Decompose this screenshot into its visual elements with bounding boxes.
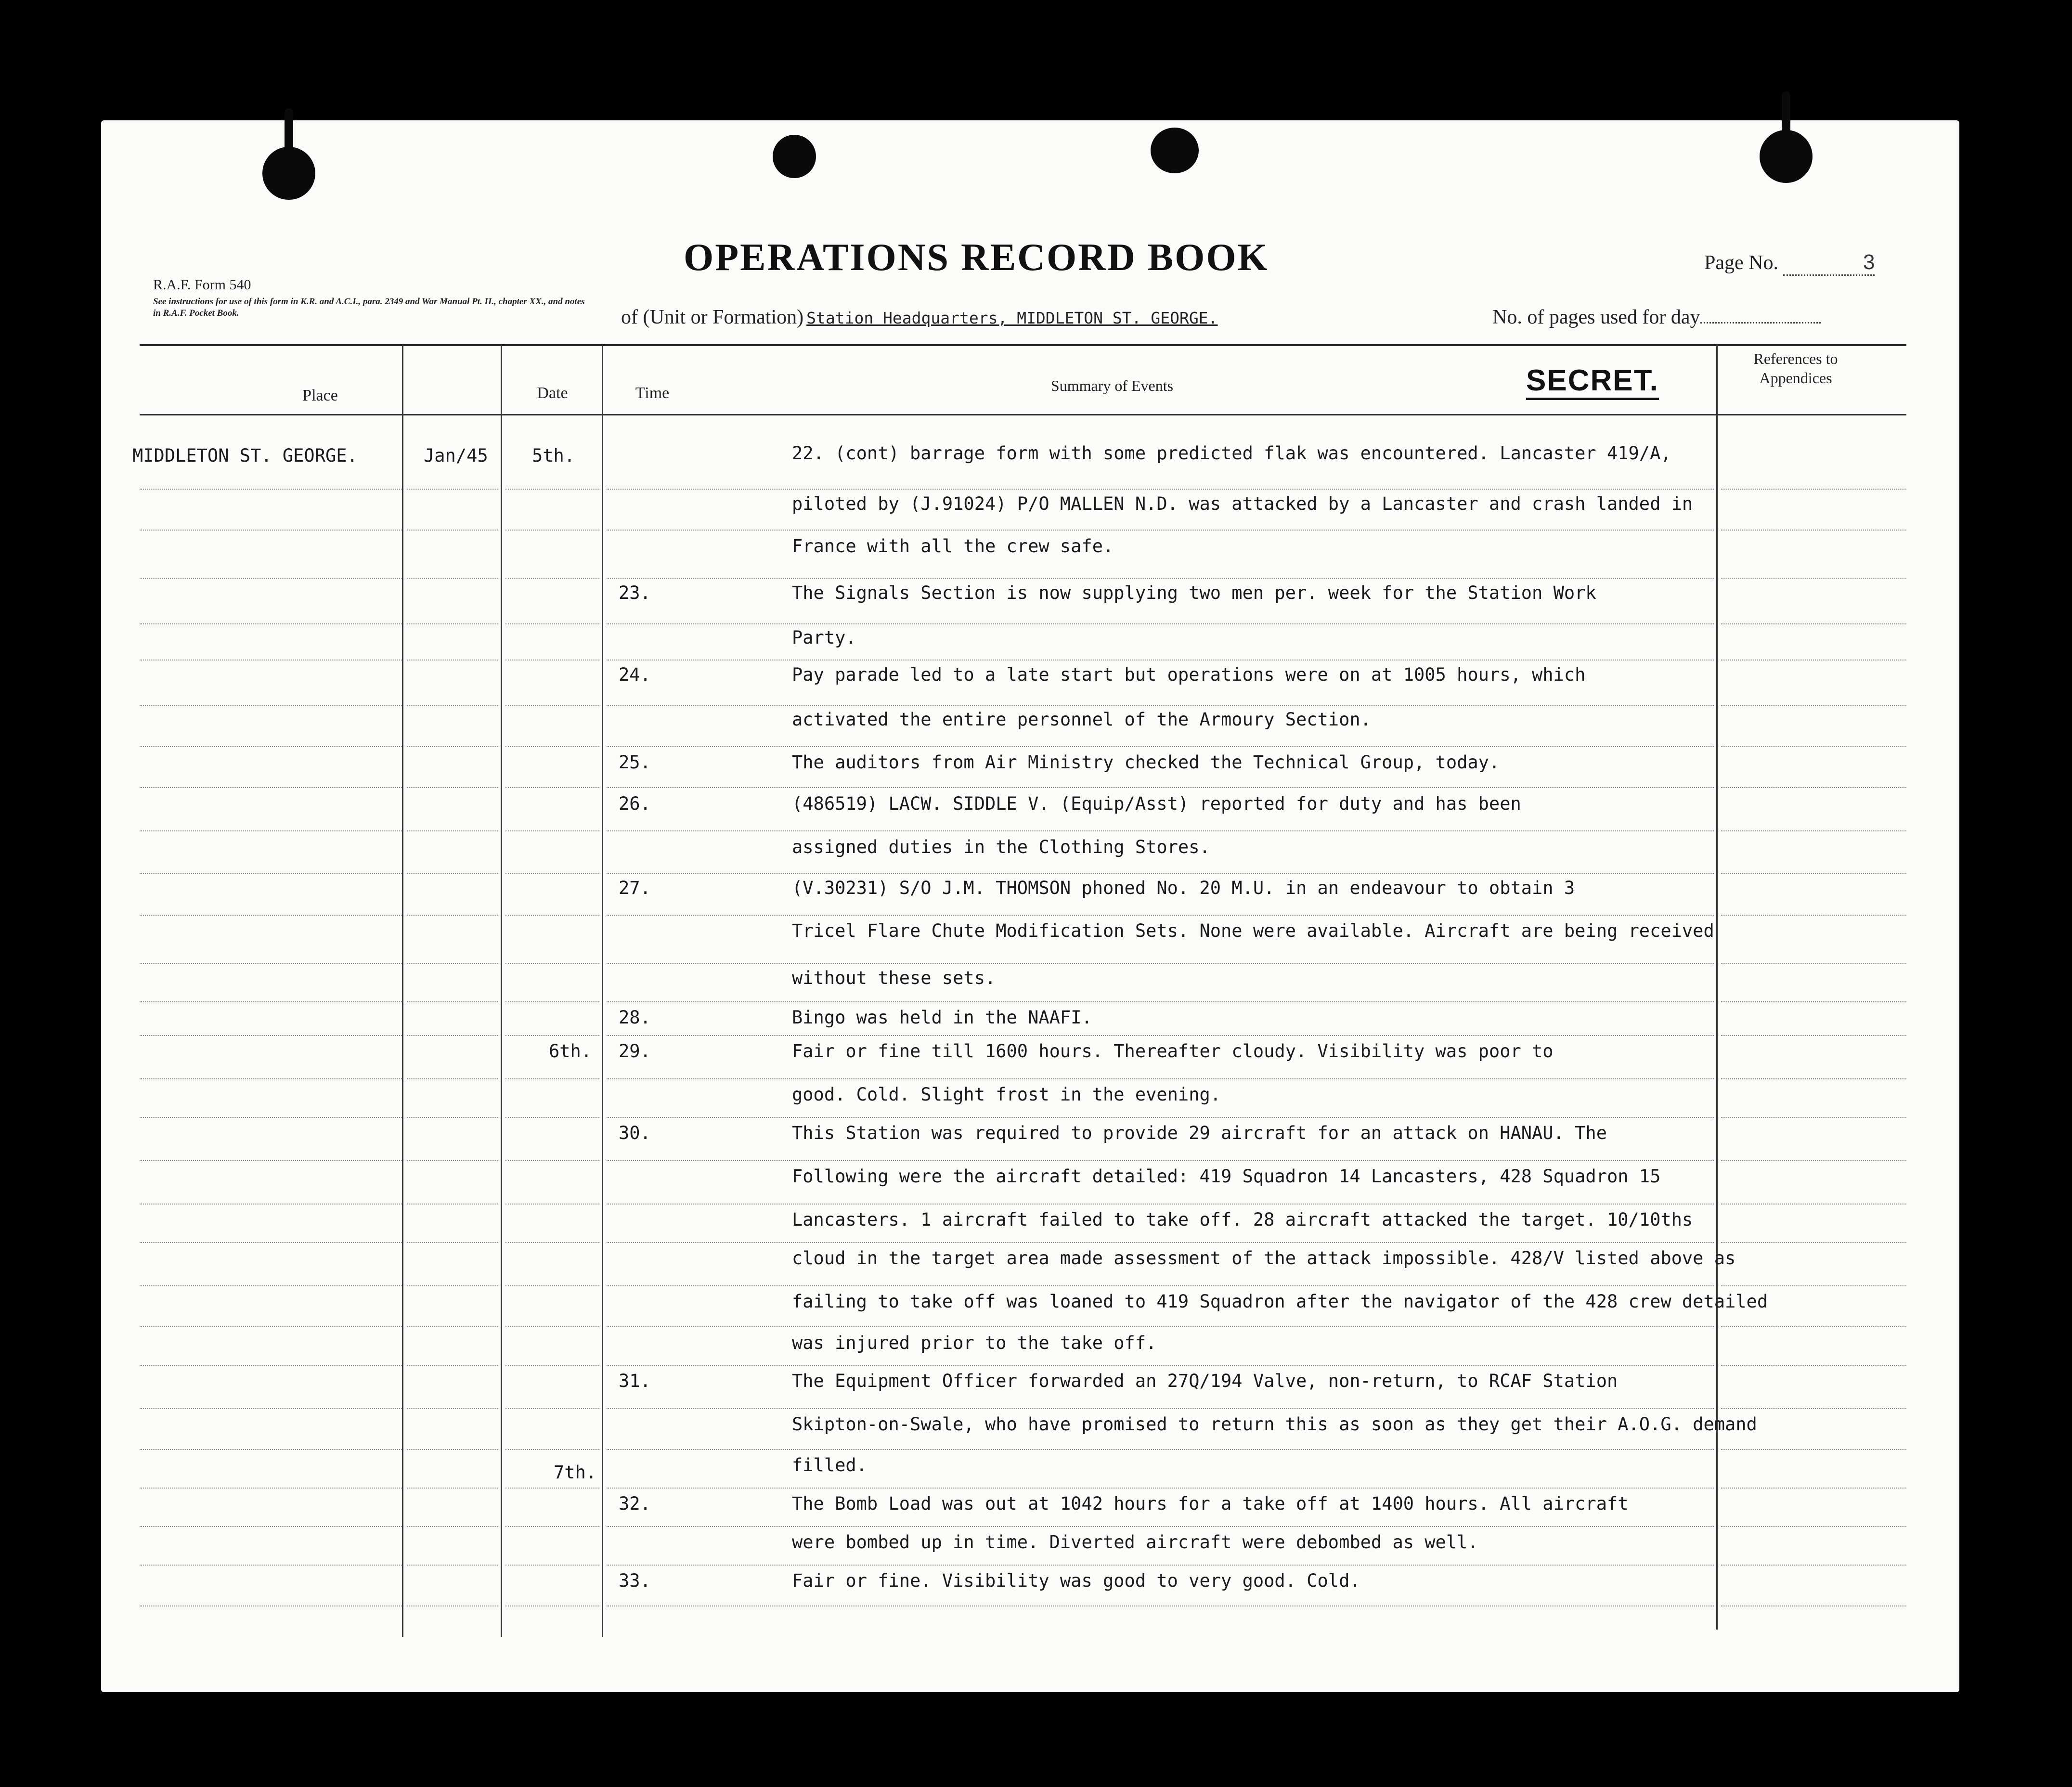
ruled-line [1721, 746, 1906, 747]
ruled-line [607, 1365, 1714, 1366]
entry-text: failing to take off was loaned to 419 Squadron after the navigator of the 428 crew detailed [792, 1291, 1768, 1312]
entry-line [619, 1455, 867, 1476]
entry-number: 27. [619, 878, 651, 898]
column-divider-time-summary [602, 344, 603, 1637]
entry-line [619, 1007, 1092, 1028]
entry-line [619, 1414, 1757, 1435]
ruled-line [607, 1488, 1714, 1489]
ruled-line [607, 915, 1714, 916]
ruled-line [505, 746, 599, 747]
entry-line [619, 878, 1575, 898]
ruled-line [607, 1285, 1714, 1286]
ruled-line [1721, 963, 1906, 964]
ruled-line [407, 1117, 498, 1118]
entry-text: was injured prior to the take off. [792, 1333, 1157, 1353]
ruled-line [505, 1035, 599, 1036]
ruled-line [505, 530, 599, 531]
entry-line [619, 1248, 1735, 1269]
ruled-line [1721, 1242, 1906, 1243]
ruled-line [140, 1035, 402, 1036]
ruled-line [140, 530, 402, 531]
entry-line [619, 1084, 1221, 1105]
ruled-line [140, 1001, 402, 1002]
entry-line [619, 1570, 1360, 1591]
entry-text: activated the entire personnel of the Armoury Section. [792, 709, 1371, 730]
entry-line [619, 536, 1114, 557]
punch-hole-middle [1151, 128, 1199, 173]
ruled-line [1721, 1035, 1906, 1036]
entry-text: Fair or fine till 1600 hours. Thereafter cloudy. Visibility was poor to [792, 1041, 1554, 1062]
ruled-line [140, 1242, 402, 1243]
ruled-line [140, 1488, 402, 1489]
entry-text: France with all the crew safe. [792, 536, 1114, 557]
entry-text: Tricel Flare Chute Modification Sets. None were available. Aircraft are being received [792, 920, 1714, 941]
punch-hole-right [1760, 130, 1813, 183]
entry-number: 23. [619, 583, 651, 603]
entry-number: 28. [619, 1007, 651, 1028]
entry-number: 24. [619, 664, 651, 685]
entry-line [619, 968, 996, 988]
ruled-line [505, 489, 599, 490]
entry-text: cloud in the target area made assessment of the attack impossible. 428/V listed above as [792, 1248, 1736, 1269]
entry-text: 22. (cont) barrage form with some predicted flak was encountered. Lancaster 419/A, [792, 443, 1671, 464]
entry-line [619, 627, 856, 648]
ruled-line [1721, 1326, 1906, 1327]
ruled-line [407, 746, 498, 747]
ruled-line [1721, 530, 1906, 531]
entry-line [619, 1532, 1478, 1553]
ruled-line [505, 1078, 599, 1079]
entry-text: (486519) LACW. SIDDLE V. (Equip/Asst) reported for duty and has been [792, 793, 1521, 814]
column-divider-summary-refs [1716, 344, 1718, 1630]
ruled-line [140, 1526, 402, 1527]
ruled-line [505, 1242, 599, 1243]
page-number-field [1704, 250, 1875, 276]
ruled-line [140, 1565, 402, 1566]
ruled-line [505, 1565, 599, 1566]
ruled-line [407, 963, 498, 964]
entry-text: Pay parade led to a late start but operations were on at 1005 hours, which [792, 664, 1586, 685]
ruled-line [607, 1035, 1714, 1036]
entry-line [619, 583, 1596, 603]
entry-text: without these sets. [792, 968, 996, 988]
ruled-line [607, 705, 1714, 706]
form-number: R.A.F. Form 540 [153, 277, 251, 293]
place-cell: MIDDLETON ST. GEORGE. [132, 445, 358, 466]
entry-text: The Equipment Officer forwarded an 27Q/194 Valve, non-return, to RCAF Station [792, 1371, 1618, 1391]
ruled-line [1721, 1078, 1906, 1079]
pages-used-label: No. of pages used for day [1492, 306, 1700, 328]
ruled-line [140, 1365, 402, 1366]
ruled-line [1721, 489, 1906, 490]
ruled-line [1721, 1408, 1906, 1409]
form-instructions: See instructions for use of this form in K.R. and A.C.I., para. 2349 and War Manual Pt. II., chapter XX., and notes in R.A.F. Pocket Book. [153, 297, 585, 318]
entry-number: 31. [619, 1371, 651, 1391]
ruled-line [407, 1565, 498, 1566]
ruled-line [607, 1326, 1714, 1327]
entry-line [619, 1371, 1618, 1391]
ruled-line [407, 1078, 498, 1079]
ruled-line [407, 1035, 498, 1036]
ruled-line [140, 963, 402, 964]
ruled-line [607, 787, 1714, 788]
ruled-line [407, 1449, 498, 1450]
ruled-line [407, 1408, 498, 1409]
entry-number: 25. [619, 752, 651, 773]
ruled-line [1721, 1285, 1906, 1286]
ruled-line [607, 830, 1714, 831]
ruled-line [140, 578, 402, 579]
ruled-line [1721, 873, 1906, 874]
ruled-line [1721, 623, 1906, 624]
entry-text: filled. [792, 1455, 867, 1476]
entry-line [619, 793, 1521, 814]
ruled-line [140, 1326, 402, 1327]
ruled-line [607, 1001, 1714, 1002]
ruled-line [607, 1526, 1714, 1527]
entry-text: piloted by (J.91024) P/O MALLEN N.D. was attacked by a Lancaster and crash landed in [792, 493, 1693, 514]
ruled-line [607, 530, 1714, 531]
ruled-line [140, 1078, 402, 1079]
column-header-time: Time [635, 384, 670, 402]
ruled-line [407, 915, 498, 916]
ruled-line [505, 1160, 599, 1161]
ruled-line [1721, 578, 1906, 579]
entry-line [619, 664, 1585, 685]
ruled-line [607, 1242, 1714, 1243]
entry-line [619, 920, 1714, 941]
date-cell: Jan/45 [424, 445, 488, 466]
ruled-line [607, 623, 1714, 624]
entry-line [619, 1123, 1607, 1143]
ruled-line [407, 705, 498, 706]
entry-text: Party. [792, 627, 856, 648]
ruled-line [607, 1160, 1714, 1161]
entry-text: The Signals Section is now supplying two men per. week for the Station Work [792, 583, 1596, 603]
page-title: OPERATIONS RECORD BOOK [684, 236, 1269, 279]
column-header-summary: Summary of Events [1050, 377, 1174, 394]
column-header-references: References to Appendices [1753, 350, 1838, 387]
entry-number: 32. [619, 1493, 651, 1514]
entry-text: Lancasters. 1 aircraft failed to take off. 28 aircraft attacked the target. 10/10ths [792, 1209, 1693, 1230]
time-cell-5th: 5th. [532, 445, 575, 466]
entry-number: 30. [619, 1123, 651, 1143]
ruled-line [140, 1285, 402, 1286]
ruled-line [505, 1117, 599, 1118]
ruled-line [407, 1160, 498, 1161]
column-divider-place-date [402, 344, 403, 1637]
entry-line [619, 1209, 1693, 1230]
ruled-line [140, 705, 402, 706]
ruled-line [607, 746, 1714, 747]
ruled-line [505, 963, 599, 964]
ruled-line [505, 1001, 599, 1002]
ruled-line [407, 1526, 498, 1527]
entry-text: (V.30231) S/O J.M. THOMSON phoned No. 20 M.U. in an endeavour to obtain 3 [792, 878, 1575, 898]
ruled-line [1721, 705, 1906, 706]
entry-text: were bombed up in time. Diverted aircraft were debombed as well. [792, 1532, 1478, 1553]
ruled-line [140, 787, 402, 788]
ruled-line [407, 489, 498, 490]
entry-text: Following were the aircraft detailed: 419 Squadron 14 Lancasters, 428 Squadron 15 [792, 1166, 1661, 1187]
ruled-line [505, 1449, 599, 1450]
ruled-line [1721, 1001, 1906, 1002]
punch-hole-center [773, 135, 816, 178]
ruled-line [505, 1526, 599, 1527]
ruled-line [1721, 1449, 1906, 1450]
ruled-line [1721, 1526, 1906, 1527]
ruled-line [505, 830, 599, 831]
ruled-line [140, 623, 402, 624]
ruled-line [1721, 1488, 1906, 1489]
classification-stamp: SECRET. [1526, 363, 1659, 400]
ruled-line [505, 578, 599, 579]
page-number-label: Page No. [1704, 252, 1778, 274]
ruled-line [505, 1408, 599, 1409]
entry-line [619, 1333, 1156, 1353]
page-number-value: 3 [1783, 250, 1875, 276]
ruled-line [607, 489, 1714, 490]
ruled-line [140, 489, 402, 490]
entry-text: Fair or fine. Visibility was good to very good. Cold. [792, 1570, 1360, 1591]
ruled-line [407, 830, 498, 831]
column-header-date: Date [537, 384, 568, 402]
entry-text: Skipton-on-Swale, who have promised to return this as soon as they get their A.O.G. demand [792, 1414, 1757, 1435]
ruled-line [505, 1365, 599, 1366]
form-sheet [101, 120, 1959, 1692]
ruled-line [1721, 915, 1906, 916]
ruled-line [407, 1488, 498, 1489]
ruled-line [505, 1326, 599, 1327]
entry-line [619, 1291, 1768, 1312]
ruled-line [407, 873, 498, 874]
entry-line [619, 1166, 1660, 1187]
ruled-line [407, 787, 498, 788]
column-header-place: Place [302, 387, 338, 404]
ruled-line [407, 1285, 498, 1286]
ruled-line [607, 578, 1714, 579]
ruled-line [140, 830, 402, 831]
ruled-line [140, 915, 402, 916]
ruled-line [140, 1117, 402, 1118]
ruled-line [505, 1285, 599, 1286]
ruled-line [407, 1365, 498, 1366]
entry-text: Bingo was held in the NAAFI. [792, 1007, 1092, 1028]
entry-text: good. Cold. Slight frost in the evening. [792, 1084, 1221, 1105]
ruled-line [407, 623, 498, 624]
pages-used-field [1492, 306, 1821, 329]
ruled-line [505, 705, 599, 706]
ruled-line [1721, 787, 1906, 788]
ruled-line [607, 873, 1714, 874]
entry-number: 29. [619, 1041, 651, 1062]
entry-line [619, 493, 1693, 514]
ruled-line [607, 1117, 1714, 1118]
unit-label: of (Unit or Formation) [621, 306, 804, 328]
ruled-line [505, 915, 599, 916]
ruled-line [407, 1001, 498, 1002]
entry-number: 33. [619, 1570, 651, 1591]
ruled-line [607, 963, 1714, 964]
ruled-line [505, 623, 599, 624]
entry-text: This Station was required to provide 29 aircraft for an attack on HANAU. The [792, 1123, 1607, 1143]
header-bottom-rule [140, 414, 1906, 415]
unit-field [621, 306, 1217, 329]
ruled-line [505, 1488, 599, 1489]
ruled-line [607, 1408, 1714, 1409]
ruled-line [407, 1242, 498, 1243]
punch-hole-left [262, 147, 315, 200]
ruled-line [407, 578, 498, 579]
entry-line [619, 1041, 1554, 1062]
entry-line [619, 752, 1500, 773]
ruled-line [140, 746, 402, 747]
ruled-line [607, 1565, 1714, 1566]
ruled-line [607, 1449, 1714, 1450]
entry-line [619, 837, 1210, 857]
entry-line [619, 443, 1671, 464]
entry-number: 26. [619, 793, 651, 814]
ruled-line [607, 1078, 1714, 1079]
ruled-line [1721, 1565, 1906, 1566]
ruled-line [140, 1160, 402, 1161]
ruled-line [1721, 1365, 1906, 1366]
header-top-rule [140, 344, 1906, 346]
form-identifier [153, 277, 586, 319]
ruled-line [140, 1408, 402, 1409]
entry-text: assigned duties in the Clothing Stores. [792, 837, 1210, 857]
ruled-line [140, 873, 402, 874]
entry-text: The auditors from Air Ministry checked the Technical Group, today. [792, 752, 1500, 773]
pages-used-blank [1700, 322, 1821, 324]
unit-value: Station Headquarters, MIDDLETON ST. GEORGE. [806, 309, 1218, 327]
ruled-line [1721, 1160, 1906, 1161]
ruled-line [407, 530, 498, 531]
time-cell-6th: 6th. [549, 1041, 592, 1062]
entry-line [619, 1493, 1629, 1514]
ruled-line [505, 873, 599, 874]
time-cell-7th: 7th. [554, 1462, 597, 1483]
ruled-line [140, 1449, 402, 1450]
ruled-line [1721, 1117, 1906, 1118]
ruled-line [407, 1326, 498, 1327]
entry-text: The Bomb Load was out at 1042 hours for a take off at 1400 hours. All aircraft [792, 1493, 1629, 1514]
ruled-line [1721, 830, 1906, 831]
entry-line [619, 709, 1371, 730]
column-divider-date-time [501, 344, 502, 1637]
ruled-line [505, 787, 599, 788]
